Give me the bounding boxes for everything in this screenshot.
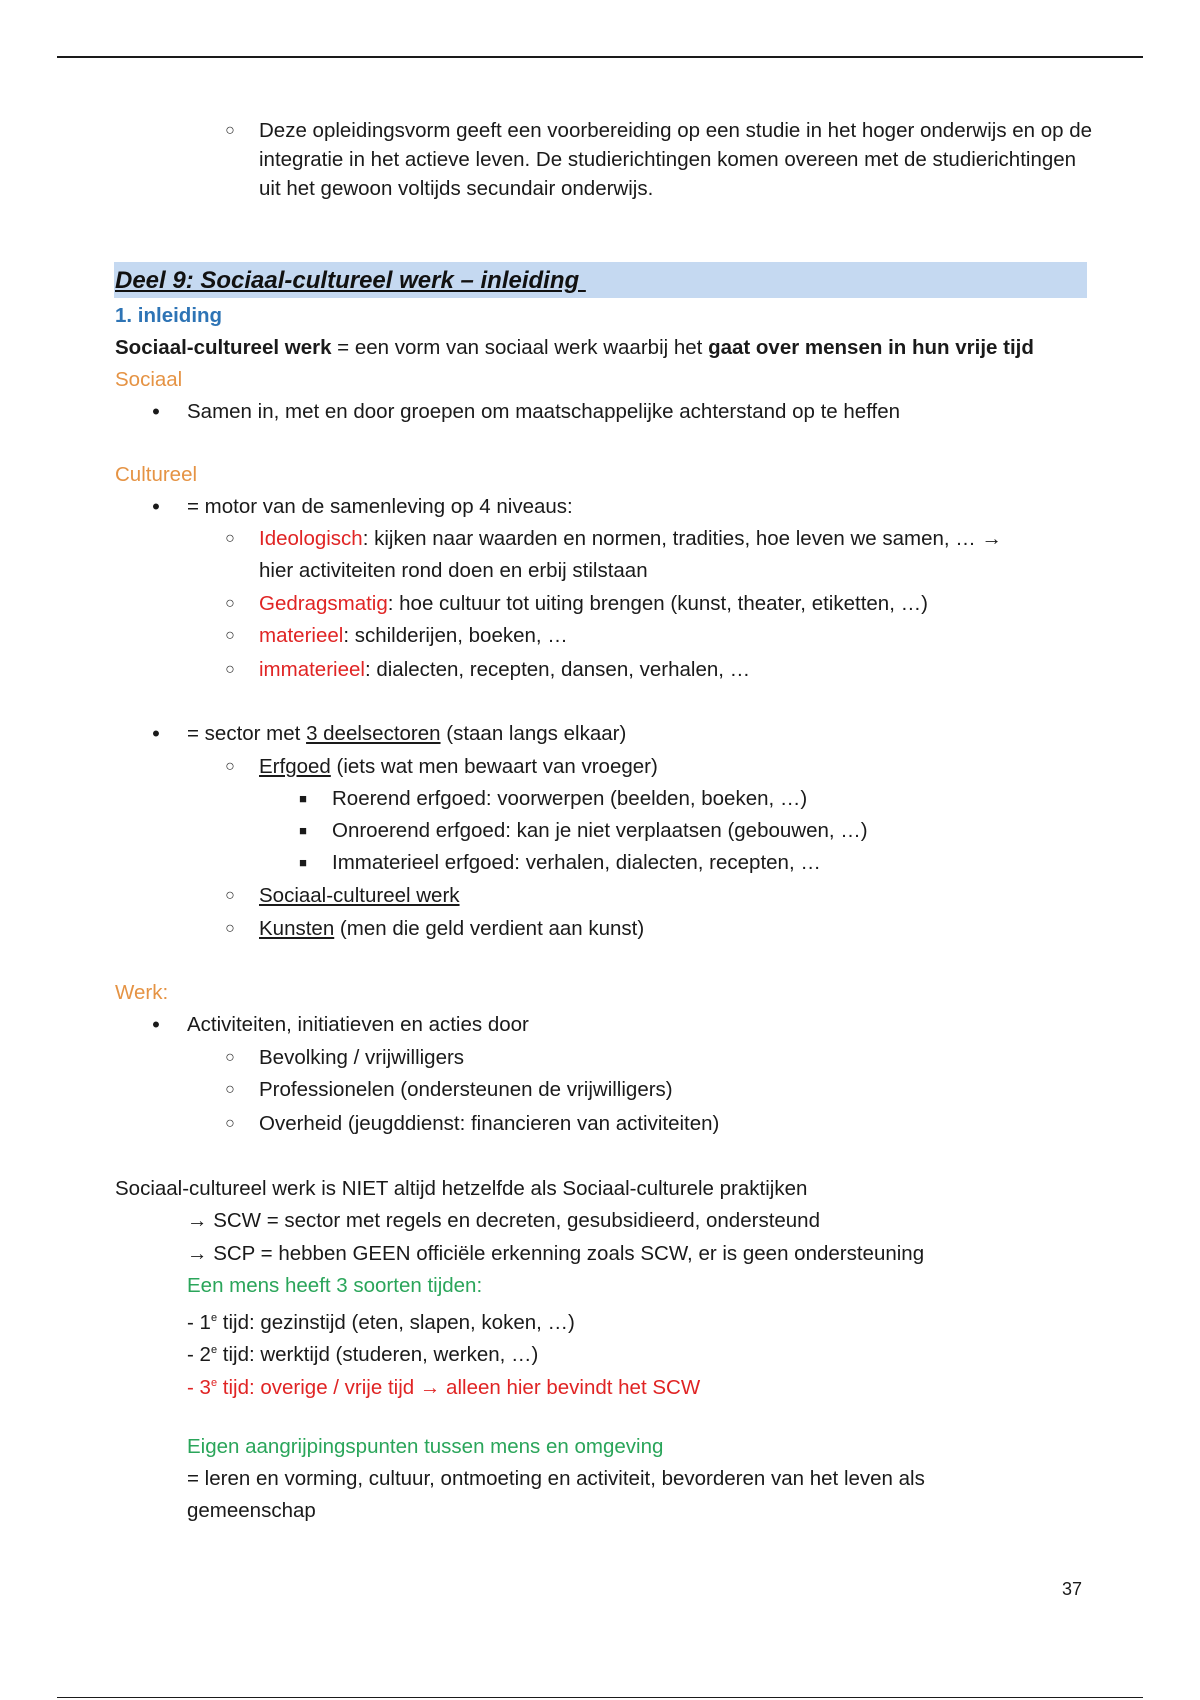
- tijden-item-text: tijd: werktijd (studeren, werken, …): [217, 1342, 539, 1366]
- footer-rule: [57, 1697, 1143, 1698]
- cultureel-motor: = motor van de samenleving op 4 niveaus:: [187, 495, 573, 518]
- square-bullet-icon: ■: [299, 855, 307, 870]
- tijden-item-text: tijd: overige / vrije tijd → alleen hier bevindt het SCW: [217, 1375, 701, 1399]
- erfgoed-item: Onroerend erfgoed: kan je niet verplaatsen (gebouwen, …): [332, 819, 868, 842]
- tijden-item-text: tijd: gezinstijd (eten, slapen, koken, …): [217, 1310, 575, 1334]
- level-item: [259, 655, 750, 685]
- level-term: Gedragsmatig: [259, 592, 388, 615]
- header-rule: [57, 56, 1143, 58]
- werk-item: Activiteiten, initiatieven en acties door: [187, 1013, 529, 1036]
- level-item-continuation: hier activiteiten rond doen en erbij stilstaan: [259, 559, 648, 582]
- square-bullet-icon: ■: [299, 791, 307, 806]
- definition-term: Sociaal-cultureel werk: [115, 336, 332, 359]
- tijden-item-number: - 3: [187, 1375, 211, 1399]
- tijden-item-number: - 1: [187, 1310, 211, 1334]
- circle-bullet-icon: ○: [225, 122, 235, 139]
- erfgoed-item: Roerend erfgoed: voorwerpen (beelden, boeken, …): [332, 787, 808, 810]
- aangrijpingspunten-text: = leren en vorming, cultuur, ontmoeting en activiteit, bevorderen van het leven als gemeenschap: [187, 1467, 925, 1522]
- subsector-scw: [259, 881, 460, 911]
- level-item: [259, 621, 568, 651]
- level-term: immaterieel: [259, 658, 365, 681]
- sector-line: [187, 719, 626, 749]
- subsector-erfgoed: [259, 752, 658, 782]
- page-number: 37: [1062, 1579, 1083, 1599]
- intro-paragraph: Deze opleidingsvorm geeft een voorbereiding op een studie in het hoger onderwijs en op de integratie in het actieve leven. De studierichtingen komen overeen met de studierichtingen uit het gewoon voltijds secundair onderwijs.: [259, 119, 1093, 200]
- level-text: : schilderijen, boeken, …: [343, 624, 568, 647]
- level-term: Ideologisch: [259, 527, 363, 550]
- level-term: materieel: [259, 624, 344, 647]
- werk-label: Werk:: [115, 981, 169, 1004]
- circle-bullet-icon: ○: [225, 530, 235, 547]
- erfgoed-item: Immaterieel erfgoed: verhalen, dialecten, recepten, …: [332, 851, 821, 874]
- circle-bullet-icon: ○: [225, 758, 235, 775]
- sociaal-label: Sociaal: [115, 368, 183, 391]
- tijden-item-sup: e: [210, 1377, 218, 1389]
- subsector-text: (men die geld verdient aan kunst): [334, 917, 645, 940]
- subsector-name: Sociaal-cultureel werk: [259, 884, 460, 907]
- circle-bullet-icon: ○: [225, 920, 235, 937]
- werk-subitem: Overheid (jeugddienst: financieren van activiteiten): [259, 1112, 720, 1135]
- level-item: [259, 589, 928, 619]
- sociaal-item: Samen in, met en door groepen om maatschappelijke achterstand op te heffen: [187, 400, 901, 423]
- circle-bullet-icon: ○: [225, 1049, 235, 1066]
- circle-bullet-icon: ○: [225, 595, 235, 612]
- definition-emphasis: gaat over mensen in hun vrije tijd: [708, 336, 1034, 359]
- bullet-icon: •: [152, 721, 160, 746]
- circle-bullet-icon: ○: [225, 627, 235, 644]
- cultureel-label: Cultureel: [115, 463, 198, 486]
- sector-pre: = sector met: [187, 722, 307, 745]
- subsector-name: Kunsten: [259, 917, 335, 940]
- aangrijpingspunten-heading: Eigen aangrijpingspunten tussen mens en omgeving: [187, 1435, 664, 1458]
- circle-bullet-icon: ○: [225, 1115, 235, 1132]
- tijden-item: [187, 1303, 575, 1338]
- werk-subitem: Professionelen (ondersteunen de vrijwilligers): [259, 1078, 673, 1101]
- bullet-icon: •: [152, 1012, 160, 1037]
- subsector-name: Erfgoed: [259, 755, 331, 778]
- definition-middle: = een vorm van sociaal werk waarbij het: [331, 336, 709, 359]
- tijden-item-number: - 2: [187, 1342, 211, 1366]
- level-item: [259, 524, 1002, 554]
- bullet-icon: •: [152, 494, 160, 519]
- level-text: : dialecten, recepten, dansen, verhalen, …: [364, 658, 751, 681]
- comparison-scp: → SCP = hebben GEEN officiële erkenning zoals SCW, er is geen ondersteuning: [187, 1242, 925, 1265]
- tijden-item: [187, 1335, 538, 1370]
- level-text: : hoe cultuur tot uiting brengen (kunst, theater, etiketten, …): [387, 592, 928, 615]
- bullet-icon: •: [152, 399, 160, 424]
- square-bullet-icon: ■: [299, 823, 307, 838]
- tijden-item-sup: e: [210, 1344, 218, 1356]
- sector-deelsectoren: 3 deelsectoren: [306, 722, 441, 745]
- subsector-text: (iets wat men bewaart van vroeger): [330, 755, 658, 778]
- tijden-item: [187, 1368, 700, 1403]
- sector-post: (staan langs elkaar): [440, 722, 627, 745]
- circle-bullet-icon: ○: [225, 1081, 235, 1098]
- circle-bullet-icon: ○: [225, 661, 235, 678]
- comparison-scw: → SCW = sector met regels en decreten, gesubsidieerd, ondersteund: [187, 1209, 820, 1232]
- werk-subitem: Bevolking / vrijwilligers: [259, 1046, 465, 1069]
- level-text: : kijken naar waarden en normen, tradities, hoe leven we samen, … →: [362, 527, 1002, 550]
- subsector-kunsten: [259, 914, 644, 944]
- definition: [115, 333, 1034, 363]
- tijden-heading: Een mens heeft 3 soorten tijden:: [187, 1274, 483, 1297]
- section-heading: Deel 9: Sociaal-cultureel werk – inleiding: [115, 267, 586, 294]
- comparison-statement: Sociaal-cultureel werk is NIET altijd hetzelfde als Sociaal-culturele praktijken: [115, 1177, 808, 1200]
- circle-bullet-icon: ○: [225, 887, 235, 904]
- tijden-item-sup: e: [210, 1312, 218, 1324]
- subheading: 1. inleiding: [115, 304, 223, 327]
